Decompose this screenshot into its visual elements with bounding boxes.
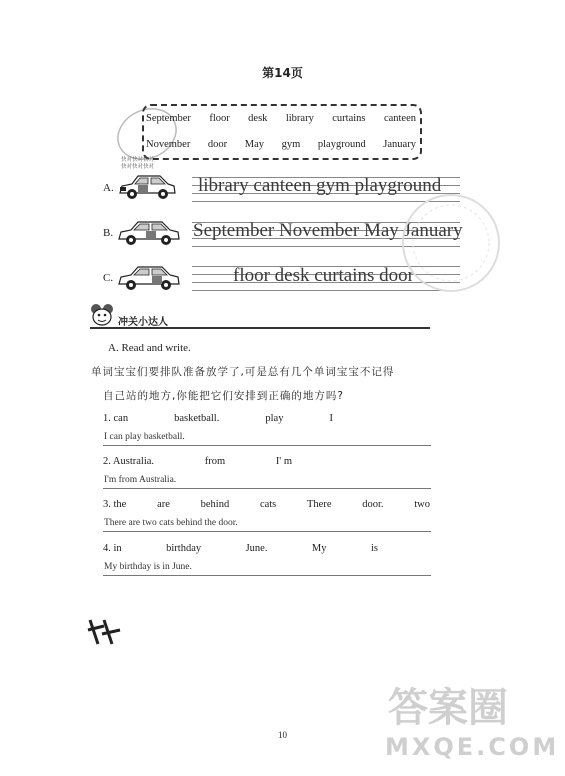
exercise-answer: My birthday is in June. xyxy=(104,562,192,572)
small-watermark-note xyxy=(121,157,154,171)
category-answer: library canteen gym playground xyxy=(198,175,442,196)
scrambled-word: from xyxy=(204,456,226,467)
scrambled-word: door. xyxy=(362,499,384,510)
scrambled-word: I xyxy=(329,413,333,424)
word-bank-word: January xyxy=(383,139,416,150)
scrambled-word: 4. in xyxy=(103,543,122,554)
exercise-prompt-line: 自己站的地方,你能把它们安排到正确的地方吗? xyxy=(103,390,344,402)
answer-line xyxy=(103,531,431,532)
scrambled-word: June. xyxy=(245,543,268,554)
scrambled-word: are xyxy=(157,499,170,510)
page-number: 10 xyxy=(278,730,287,740)
word-bank-word: curtains xyxy=(332,113,366,124)
exercise-prompt-line: 单词宝宝们要排队准备放学了,可是总有几个单词宝宝不记得 xyxy=(91,366,395,378)
category-letter: A. xyxy=(103,182,114,194)
exercise-answer: There are two cats behind the door. xyxy=(104,518,238,528)
word-bank-word: gym xyxy=(281,139,301,150)
category-answer: floor desk curtains door xyxy=(233,265,414,286)
word-bank-word: library xyxy=(285,113,314,124)
page-title: 第14页 xyxy=(262,66,303,80)
word-bank-word: May xyxy=(244,139,265,150)
scrambled-word: 1. can xyxy=(103,413,129,424)
answer-line xyxy=(103,575,431,576)
small-note-line: 快对快对快对 xyxy=(121,157,155,163)
scrambled-words-row xyxy=(103,456,292,467)
category-answer: September November May January xyxy=(193,220,463,241)
word-bank-word: canteen xyxy=(383,113,416,124)
word-bank-word: door xyxy=(207,139,228,150)
scrambled-word: is xyxy=(370,543,378,554)
scrambled-word: play xyxy=(265,413,284,424)
car-icon xyxy=(116,262,182,292)
exercise-answer: I'm from Australia. xyxy=(104,475,177,485)
word-bank xyxy=(142,104,422,160)
scrambled-word: 2. Australia. xyxy=(103,456,155,467)
section-divider xyxy=(90,327,430,329)
scrambled-word: two xyxy=(414,499,430,510)
section-title: 冲关小达人 xyxy=(118,317,168,328)
watermark-url: MXQE.COM xyxy=(385,733,560,761)
scrambled-word: I' m xyxy=(275,456,292,467)
scrambled-words-row xyxy=(103,499,430,510)
scrambled-word: birthday xyxy=(166,543,202,554)
car-icon xyxy=(116,217,182,247)
car-icon xyxy=(116,171,178,201)
scrambled-words-row xyxy=(103,413,333,424)
category-letter: B. xyxy=(103,227,114,239)
scrambled-word: 3. the xyxy=(103,499,127,510)
word-bank-word: November xyxy=(146,139,191,150)
answer-line xyxy=(103,488,431,489)
answer-line xyxy=(103,445,431,446)
scrambled-word: cats xyxy=(259,499,277,510)
page-marker-icon xyxy=(84,616,124,648)
scrambled-word: My xyxy=(311,543,327,554)
word-bank-word: floor xyxy=(209,113,230,124)
watermark-circle-icon xyxy=(396,188,506,298)
word-bank-word: playground xyxy=(317,139,366,150)
exercise-answer: I can play basketball. xyxy=(104,432,185,442)
word-bank-word: desk xyxy=(248,113,268,124)
scrambled-word: There xyxy=(307,499,332,510)
scrambled-word: behind xyxy=(200,499,230,510)
scrambled-words-row xyxy=(103,543,378,554)
word-bank-word: September xyxy=(146,113,191,124)
word-bank-row xyxy=(146,113,416,124)
watermark-brand: 答案圈 xyxy=(388,685,508,731)
mascot-icon xyxy=(88,303,116,327)
word-bank-row xyxy=(146,139,416,150)
small-note-line: 快对快对快对 xyxy=(121,164,155,170)
scrambled-word: basketball. xyxy=(174,413,220,424)
exercise-instruction: A. Read and write. xyxy=(108,342,191,354)
category-letter: C. xyxy=(103,272,114,284)
